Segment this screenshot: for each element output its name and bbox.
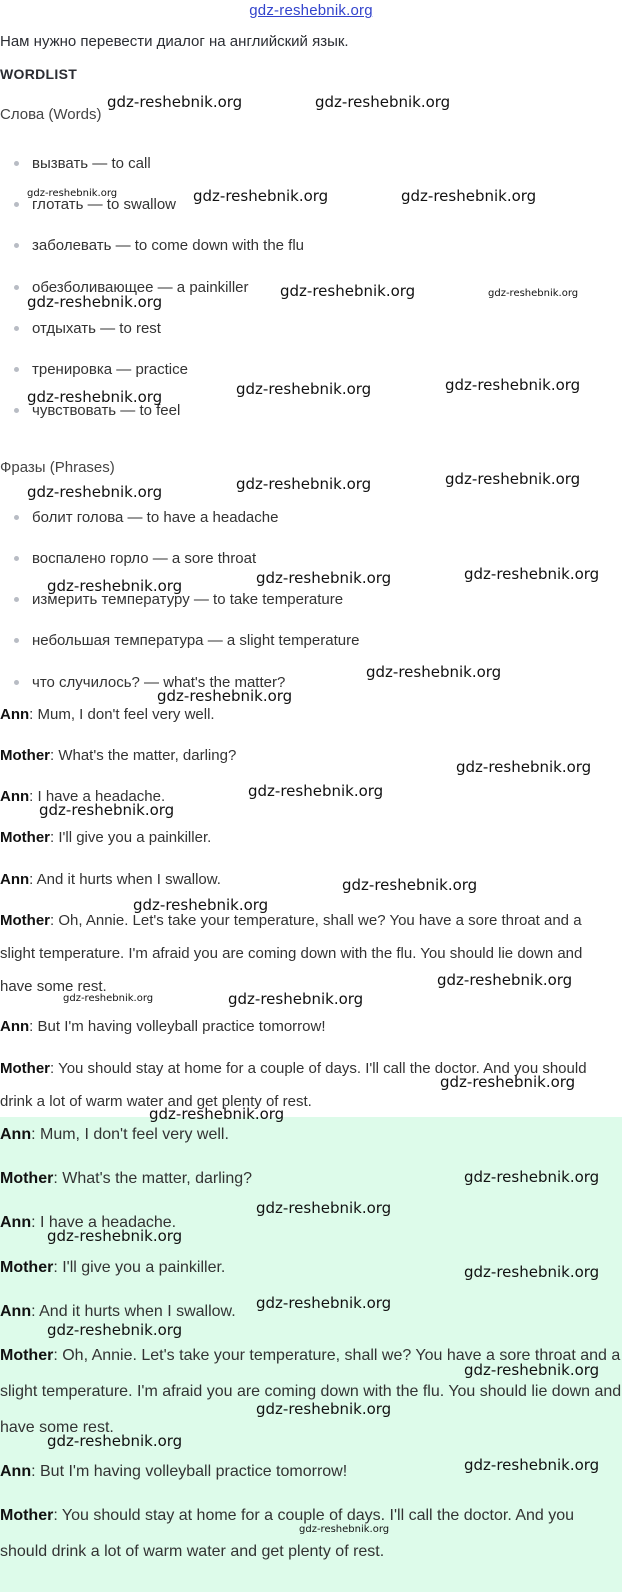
bullet-icon — [14, 597, 19, 602]
watermark: gdz-reshebnik.org — [445, 376, 581, 394]
bullet-icon — [14, 161, 19, 166]
dialogue-text: : I'll give you a painkiller. — [53, 1259, 226, 1276]
speaker-name: Ann — [0, 788, 30, 805]
watermark: gdz-reshebnik.org — [193, 187, 329, 205]
watermark: gdz-reshebnik.org — [47, 1227, 183, 1245]
watermark: gdz-reshebnik.org — [27, 293, 163, 311]
watermark: gdz-reshebnik.org — [27, 483, 163, 501]
dialogue-text: : Oh, Annie. Let's take your temperature, shall we? You have a sore throat and a slight temperature. I'm afraid you are coming down with the flu. You should lie down and have some rest. — [0, 1347, 622, 1436]
bullet-icon — [14, 326, 19, 331]
bullet-icon — [14, 680, 19, 685]
phrase-item: воспалено горло — a sore throat — [14, 549, 256, 569]
speaker-name: Mother — [0, 1259, 54, 1276]
watermark: gdz-reshebnik.org — [236, 475, 372, 493]
bullet-icon — [14, 638, 19, 643]
word-item: вызвать — to call — [14, 154, 151, 174]
watermark: gdz-reshebnik.org — [315, 93, 451, 111]
watermark: gdz-reshebnik.org — [256, 569, 392, 587]
dialogue-text: : But I'm having volleyball practice tomorrow! — [31, 1463, 348, 1480]
speaker-name: Ann — [0, 1463, 32, 1480]
speaker-name: Mother — [0, 829, 50, 846]
word-item: чувствовать — to feel — [14, 401, 180, 421]
dialogue-text: : What's the matter, darling? — [50, 747, 237, 764]
dialogue-text: : I'll give you a painkiller. — [50, 829, 212, 846]
dialogue-text: : You should stay at home for a couple of days. I'll call the doctor. And you should drink a lot of warm water and get plenty of rest. — [0, 1507, 575, 1560]
bullet-icon — [14, 408, 19, 413]
watermark: gdz-reshebnik.org — [47, 577, 183, 595]
dialogue-text: : Mum, I don't feel very well. — [31, 1126, 229, 1143]
dialogue-text: : And it hurts when I swallow. — [31, 1303, 236, 1320]
words-heading: Слова (Words) — [0, 106, 102, 123]
speaker-name: Mother — [0, 747, 50, 764]
dialogue-line — [0, 705, 215, 725]
dialogue-text: : You should stay at home for a couple of days. I'll call the doctor. And you should drink a lot of warm water and get plenty of rest. — [0, 1060, 587, 1110]
word-item: глотать — to swallow — [14, 195, 176, 215]
watermark: gdz-reshebnik.org — [256, 1199, 392, 1217]
phrase-item: что случилось? — what's the matter? — [14, 673, 285, 693]
site-link[interactable]: gdz-reshebnik.org — [249, 2, 373, 19]
watermark: gdz-reshebnik.org — [63, 993, 154, 1004]
answer-line — [0, 1124, 229, 1146]
watermark: gdz-reshebnik.org — [456, 758, 592, 776]
watermark: gdz-reshebnik.org — [157, 687, 293, 705]
watermark: gdz-reshebnik.org — [107, 93, 243, 111]
watermark: gdz-reshebnik.org — [133, 896, 269, 914]
bullet-icon — [14, 556, 19, 561]
word-item: тренировка — practice — [14, 360, 188, 380]
speaker-name: Mother — [0, 1060, 50, 1077]
watermark: gdz-reshebnik.org — [464, 565, 600, 583]
phrase-item: измерить температуру — to take temperature — [14, 590, 343, 610]
dialogue-line — [0, 828, 211, 848]
watermark: gdz-reshebnik.org — [464, 1456, 600, 1474]
word-item: отдыхать — to rest — [14, 319, 161, 339]
watermark: gdz-reshebnik.org — [27, 388, 163, 406]
dialogue-text: : Oh, Annie. Let's take your temperature, shall we? You have a sore throat and a slight temperature. I'm afraid you are coming down with the flu. You should lie down and have some rest. — [0, 912, 583, 995]
speaker-name: Mother — [0, 912, 50, 929]
bullet-icon — [14, 202, 19, 207]
watermark: gdz-reshebnik.org — [464, 1263, 600, 1281]
speaker-name: Ann — [0, 1214, 32, 1231]
answer-line — [0, 1168, 252, 1190]
phrase-item: болит голова — to have a headache — [14, 508, 278, 528]
dialogue-line — [0, 1017, 326, 1037]
watermark: gdz-reshebnik.org — [401, 187, 537, 205]
dialogue-text: : And it hurts when I swallow. — [29, 871, 221, 888]
speaker-name: Mother — [0, 1170, 54, 1187]
watermark: gdz-reshebnik.org — [256, 1400, 392, 1418]
bullet-icon — [14, 243, 19, 248]
watermark: gdz-reshebnik.org — [39, 801, 175, 819]
dialogue-text: : What's the matter, darling? — [53, 1170, 253, 1187]
watermark: gdz-reshebnik.org — [47, 1321, 183, 1339]
speaker-name: Mother — [0, 1347, 54, 1364]
watermark: gdz-reshebnik.org — [366, 663, 502, 681]
word-item: заболевать — to come down with the flu — [14, 236, 304, 256]
watermark: gdz-reshebnik.org — [445, 470, 581, 488]
answer-line — [0, 1257, 225, 1279]
watermark: gdz-reshebnik.org — [47, 1432, 183, 1450]
watermark: gdz-reshebnik.org — [488, 288, 579, 299]
watermark: gdz-reshebnik.org — [149, 1105, 285, 1123]
watermark: gdz-reshebnik.org — [342, 876, 478, 894]
bullet-icon — [14, 367, 19, 372]
watermark: gdz-reshebnik.org — [256, 1294, 392, 1312]
speaker-name: Ann — [0, 1018, 30, 1035]
watermark: gdz-reshebnik.org — [440, 1073, 576, 1091]
watermark: gdz-reshebnik.org — [236, 380, 372, 398]
phrases-heading: Фразы (Phrases) — [0, 459, 115, 476]
watermark: gdz-reshebnik.org — [437, 971, 573, 989]
speaker-name: Ann — [0, 871, 30, 888]
watermark: gdz-reshebnik.org — [27, 188, 118, 199]
dialogue-text: : But I'm having volleyball practice tomorrow! — [29, 1018, 326, 1035]
watermark: gdz-reshebnik.org — [464, 1361, 600, 1379]
answer-line — [0, 1461, 347, 1483]
answer-line — [0, 1301, 236, 1323]
speaker-name: Ann — [0, 706, 30, 723]
wordlist-heading: WORDLIST — [0, 66, 78, 82]
watermark: gdz-reshebnik.org — [464, 1168, 600, 1186]
dialogue-line — [0, 870, 221, 890]
bullet-icon — [14, 515, 19, 520]
dialogue-text: : Mum, I don't feel very well. — [29, 706, 215, 723]
word-item: обезболивающее — a painkiller — [14, 278, 249, 298]
watermark: gdz-reshebnik.org — [228, 990, 364, 1008]
bullet-icon — [14, 285, 19, 290]
dialogue-line — [0, 746, 236, 766]
intro-text: Нам нужно перевести диалог на английский язык. — [0, 33, 349, 50]
phrase-item: небольшая температура — a slight temperature — [14, 631, 359, 651]
dialogue-text: : I have a headache. — [29, 788, 166, 805]
watermark: gdz-reshebnik.org — [299, 1524, 390, 1535]
dialogue-text: : I have a headache. — [31, 1214, 177, 1231]
speaker-name: Ann — [0, 1303, 32, 1320]
speaker-name: Ann — [0, 1126, 32, 1143]
speaker-name: Mother — [0, 1507, 54, 1524]
watermark: gdz-reshebnik.org — [280, 282, 416, 300]
answer-line — [0, 1338, 622, 1446]
watermark: gdz-reshebnik.org — [248, 782, 384, 800]
